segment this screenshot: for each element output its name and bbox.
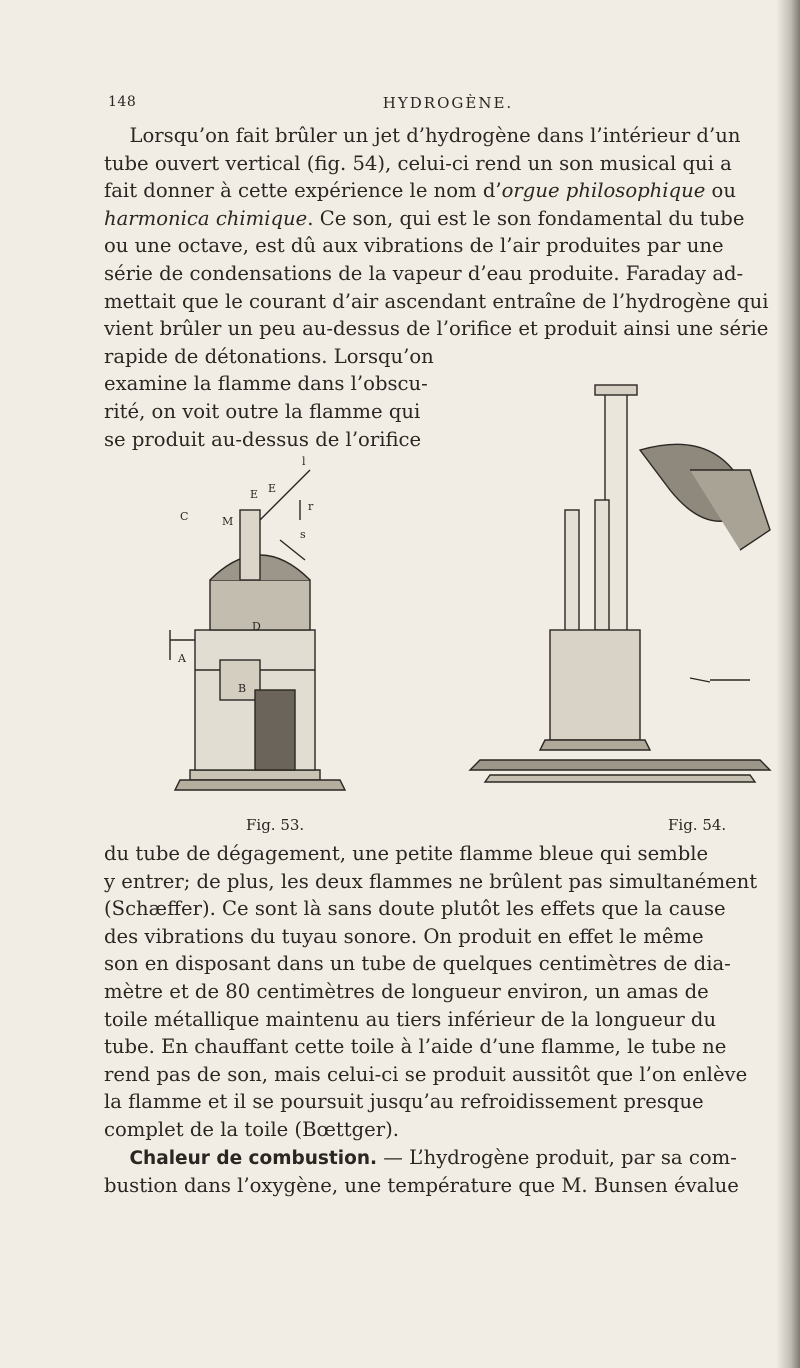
text-line: rité, on voit outre la flamme qui	[104, 399, 421, 423]
text-line: mettait que le courant d’air ascendant entraîne de l’hydrogène qui	[104, 289, 769, 313]
text-line: (Schæffer). Ce sont là sans doute plutôt les effets que la cause	[104, 897, 726, 921]
figures-area	[150, 370, 800, 834]
text-line: la flamme et il se poursuit jusqu’au refroidissement presque	[104, 1090, 704, 1114]
text-line: du tube de dégagement, une petite flamme bleue qui semble	[104, 842, 709, 865]
fig54-apparatus	[470, 385, 770, 782]
label-l: l	[302, 455, 306, 468]
text-line-with-italic: harmonica chimique. Ce son, qui est le son fondamental du tube	[104, 206, 745, 230]
text-line: examine la flamme dans l’obscu-	[104, 372, 428, 396]
italic-phrase: harmonica chimique	[104, 206, 308, 230]
text-line: rapide de détonations. Lorsqu’on	[104, 344, 434, 368]
label-B: B	[238, 682, 247, 695]
label-s: s	[300, 528, 306, 541]
label-r: r	[308, 500, 314, 513]
text-line: y entrer; de plus, les deux flammes ne brûlent pas simultanément	[104, 869, 758, 893]
fig54-caption: Fig. 54.	[668, 816, 727, 834]
section-line: Chaleur de combustion. — L’hydrogène produit, par sa com-	[129, 1145, 737, 1169]
italic-phrase: orgue philosophique	[501, 179, 706, 203]
text-line: toile métallique maintenu au tiers inférieur de la longueur du	[104, 1007, 717, 1031]
text-line: tube. En chauffant cette toile à l’aide d’une flamme, le tube ne	[104, 1035, 727, 1059]
label-E2: E	[250, 488, 259, 501]
label-E: E	[268, 482, 277, 495]
label-A: A	[178, 652, 186, 665]
text-line: mètre et de 80 centimètres de longueur environ, un amas de	[104, 979, 709, 1003]
text-line: complet de la toile (Bœttger).	[104, 1117, 399, 1141]
text-line: bustion dans l’oxygène, une température que M. Bunsen évalue	[104, 1174, 739, 1198]
text-line: rend pas de son, mais celui-ci se produit aussitôt que l’on enlève	[104, 1062, 748, 1086]
fig53-caption: Fig. 53.	[246, 816, 305, 834]
label-M: M	[222, 515, 234, 528]
text-line: des vibrations du tuyau sonore. On produit en effet le même	[104, 924, 704, 948]
text-line: Lorsqu’on fait brûler un jet d’hydrogène dans l’intérieur d’un	[129, 124, 741, 147]
label-C: C	[180, 510, 189, 523]
section-heading: Chaleur de combustion.	[129, 1147, 378, 1169]
running-head: HYDROGÈNE.	[382, 94, 514, 112]
text-line: série de condensations de la vapeur d’eau produite. Faraday ad-	[104, 261, 744, 285]
text-line-with-italic: fait donner à cette expérience le nom d’orgue philosophique ou	[104, 179, 736, 203]
label-D: D	[252, 620, 261, 633]
text-line: vient brûler un peu au-dessus de l’orifice et produit ainsi une série	[104, 317, 769, 341]
page-number: 148	[108, 94, 137, 110]
text-line: son en disposant dans un tube de quelques centimètres de dia-	[104, 952, 731, 976]
apparatus-illustration	[150, 370, 800, 810]
text-line: se produit au-dessus de l’orifice	[104, 427, 422, 451]
text-line: ou une octave, est dû aux vibrations de l’air produites par une	[104, 234, 724, 258]
lower-paragraph	[104, 840, 766, 1200]
text-line: tube ouvert vertical (fig. 54), celui-ci rend un son musical qui a	[104, 151, 732, 175]
